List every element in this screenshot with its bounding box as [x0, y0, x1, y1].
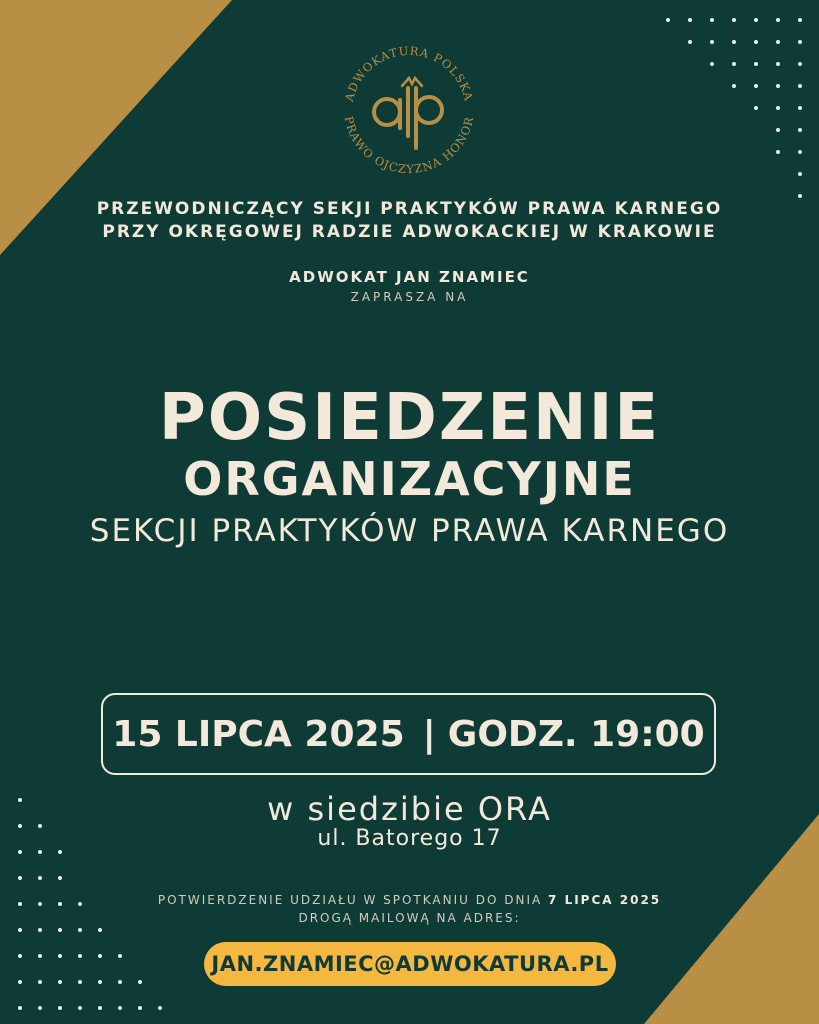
logo-ring-bottom-text: PRAWO OJCZYZNA HONOR [341, 114, 477, 177]
decor-dot [118, 1006, 122, 1010]
decor-dot [732, 18, 736, 22]
decor-dot [98, 928, 102, 932]
decor-dot [118, 954, 122, 958]
decor-dot [58, 928, 62, 932]
rsvp-line-2: DROGĄ MAILOWĄ NA ADRES: [298, 911, 521, 925]
decor-dot [710, 18, 714, 22]
decor-dot [58, 980, 62, 984]
rsvp-line-1 [0, 893, 819, 907]
organizer-line-1: PRZEWODNICZĄCY SEKJI PRAKTYKÓW PRAWA KARNEGO [96, 199, 723, 219]
decor-dot [754, 84, 758, 88]
decor-dot [798, 172, 802, 176]
adwokatura-logo [330, 28, 488, 186]
decor-dot [38, 876, 42, 880]
decor-dot [78, 980, 82, 984]
decor-dot [666, 18, 670, 22]
decor-dot [798, 84, 802, 88]
email-address-pill[interactable]: JAN.ZNAMIEC@ADWOKATURA.PL [204, 942, 616, 986]
decor-dot [776, 62, 780, 66]
invites-text: ZAPRASZA NA [350, 290, 469, 304]
decor-dot [18, 980, 22, 984]
title-line-2: ORGANIZACYJNE [183, 452, 636, 506]
decor-dot [78, 954, 82, 958]
decor-dot [58, 1006, 62, 1010]
title-subtitle: SEKCJI PRAKTYKÓW PRAWA KARNEGO [89, 513, 730, 549]
decor-dot [776, 106, 780, 110]
decor-dot [798, 18, 802, 22]
event-street: ul. Batorego 17 [317, 826, 502, 851]
logo-monogram [374, 78, 442, 148]
event-date: 15 LIPCA 2025 [112, 713, 405, 755]
date-time-separator: | [422, 713, 436, 755]
decor-dot [754, 40, 758, 44]
decor-dot [732, 84, 736, 88]
organizer-line-2: PRZY OKRĘGOWEJ RADZIE ADWOKACKIEJ W KRAKOWIE [102, 222, 717, 242]
decor-dot [798, 194, 802, 198]
decor-dot [798, 128, 802, 132]
decor-dot [732, 40, 736, 44]
logo-ring-top-text: ADWOKATURA POLSKA [342, 43, 476, 103]
decor-dot [776, 18, 780, 22]
decor-dot [58, 876, 62, 880]
decor-dot [158, 1006, 162, 1010]
decor-dot [754, 62, 758, 66]
event-venue: w siedzibie ORA [267, 790, 552, 828]
title-line-1: POSIEDZENIE [158, 381, 661, 455]
decor-dot [78, 1006, 82, 1010]
rsvp-deadline: 7 LIPCA 2025 [548, 893, 662, 907]
decor-dot [18, 1006, 22, 1010]
decor-dot [118, 980, 122, 984]
event-time: GODZ. 19:00 [447, 713, 705, 755]
decor-dot [798, 40, 802, 44]
decor-dot [138, 1006, 142, 1010]
decor-dot [732, 62, 736, 66]
decor-dot [710, 40, 714, 44]
decor-dot [98, 1006, 102, 1010]
decor-dot [754, 18, 758, 22]
decor-dot [98, 980, 102, 984]
speaker-name: ADWOKAT JAN ZNAMIEC [289, 268, 530, 286]
decor-dot [58, 954, 62, 958]
decor-dot [776, 150, 780, 154]
decor-dot [38, 1006, 42, 1010]
decor-dot [38, 928, 42, 932]
date-time-box [101, 693, 716, 775]
decor-dot [798, 150, 802, 154]
decor-dot [18, 876, 22, 880]
decor-dot [18, 928, 22, 932]
decor-dot [754, 106, 758, 110]
decor-dot [710, 62, 714, 66]
decor-dot [798, 62, 802, 66]
decor-dot [776, 84, 780, 88]
rsvp-prefix: POTWIERDZENIE UDZIAŁU W SPOTKANIU DO DNIA [157, 893, 543, 907]
decor-dot [18, 954, 22, 958]
decor-dot [688, 40, 692, 44]
decor-dot [776, 128, 780, 132]
decor-dot [98, 954, 102, 958]
decor-dot [38, 954, 42, 958]
decor-dot [776, 40, 780, 44]
decor-dot [798, 106, 802, 110]
decor-dot [138, 980, 142, 984]
decor-dot [688, 18, 692, 22]
decor-dot [38, 980, 42, 984]
decor-dot [78, 928, 82, 932]
